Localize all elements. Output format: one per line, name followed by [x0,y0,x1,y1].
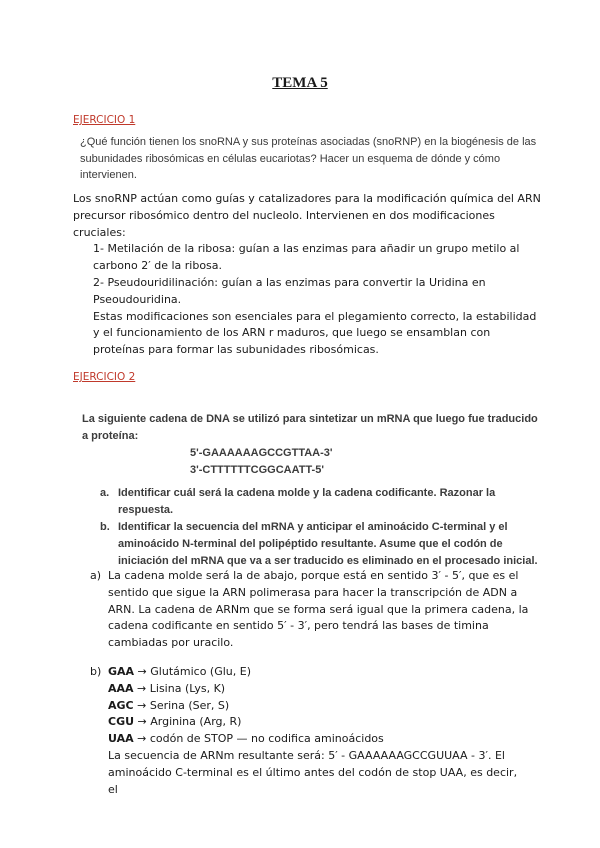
codon-line [108,664,530,681]
exercise-2-heading: EJERCICIO 2 [73,371,136,383]
exercise-2-question [82,411,544,570]
answer-a-text: La cadena molde será la de abajo, porque está en sentido 3′ - 5′, que es el sentido que sigue la ARN polimerasa para hacer la transcripción de ADN a ARN. La cadena de ARNm que se forma será igual que la primera cadena, la cadena codificante en sentido 5′ - 3′, pero tendrá las bases de timina cambiadas por uracilo. [108,569,529,650]
part-a-label: a. [100,487,110,499]
exercise-1-answer [73,191,543,359]
codon-meaning: → Serina (Ser, S) [133,698,230,712]
page-title: TEMA 5 [272,75,328,91]
codon-meaning: → codón de STOP — no codifica aminoácidos [133,732,384,746]
codon: AAA [108,681,134,695]
codon-meaning: → Arginina (Arg, R) [134,715,242,729]
codon-meaning: → Glutámico (Glu, E) [134,665,252,678]
dna-strand-5-3: 5'-GAAAAAAGCCGTTAA-3' [190,447,333,459]
dna-strand-3-5: 3'-CTTTTTTCGGCAATT-5' [190,464,324,476]
codon: UAA [108,732,134,746]
codon: GAA [108,665,135,678]
part-b-label: b. [100,521,110,533]
codon-line [108,681,530,698]
codon-meaning: → Lisina (Lys, K) [133,681,226,695]
exercise-1-heading: EJERCICIO 1 [73,114,136,126]
exercise-2-answer-b [90,664,530,798]
codon: CGU [108,715,135,729]
part-b-text: Identificar la secuencia del mRNA y anticipar el aminoácido C-terminal y el aminoácido N-terminal del polipéptido resultante. Asume que el codón de iniciación del mRNA que va a ser traducido es eliminado en el procesado inicial. [118,521,538,567]
answer-item-importance: Estas modificaciones son esenciales para el plegamiento correcto, la estabilidad y el funcionamiento de los ARN r maduros, que luego se ensamblan con proteínas para formar las subunidades ribosómicas. [93,309,537,357]
answer-b-label: b) [90,665,102,678]
codon: AGC [108,698,134,712]
answer-a-label: a) [90,569,102,582]
exercise-2-answer-a [90,568,530,652]
codon-line [108,731,530,748]
answer-item-pseudouridylation: 2- Pseudouridilinación: guían a las enzimas para convertir la Uridina en Pseoudouridina. [93,275,486,306]
question-part-a [100,485,544,519]
exercise-1-question: ¿Qué función tienen los snoRNA y sus proteínas asociadas (snoRNP) en la biogénesis de las subunidades ribosómicas en células eucariotas? Hacer un esquema de dónde y cómo intervienen. [80,136,537,181]
answer-b-text: La secuencia de ARNm resultante será: 5′ - GAAAAAAGCCGUUAA - 3′. El aminoácido C-terminal es el último antes del codón de stop UAA, es decir, el [108,748,518,796]
question-text: La siguiente cadena de DNA se utilizó para sintetizar un mRNA que luego fue traducido a proteína: [82,413,538,442]
codon-line [108,714,530,731]
answer-intro: Los snoRNP actúan como guías y catalizadores para la modificación química del ARN precursor ribosómico dentro del nucleolo. Intervienen en dos modificaciones cruciales: [73,192,541,239]
answer-item-methylation: 1- Metilación de la ribosa: guían a las enzimas para añadir un grupo metilo al carbono 2′ de la ribosa. [93,242,520,273]
part-a-text: Identificar cuál será la cadena molde y la cadena codificante. Razonar la respuesta. [118,487,496,516]
question-part-b [100,519,544,570]
codon-line [108,698,530,715]
